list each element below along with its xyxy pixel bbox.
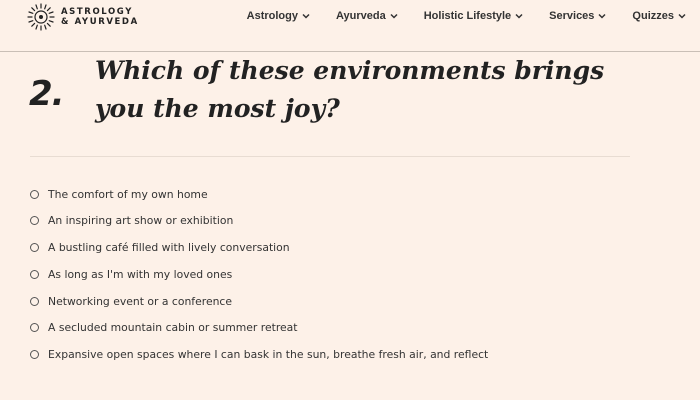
sun-mandala-icon [27,3,55,31]
answer-option[interactable] [30,291,488,311]
answer-option[interactable] [30,318,488,338]
nav-item-label: Ayurveda [336,10,386,22]
nav-item-label: Services [549,10,595,22]
radio-button[interactable] [30,270,39,279]
chevron-down-icon [515,13,523,19]
answer-option[interactable] [30,238,488,258]
answer-option-label: A secluded mountain cabin or summer retreat [48,321,298,335]
answer-option-label: An inspiring art show or exhibition [48,214,234,228]
radio-button[interactable] [30,190,39,199]
chevron-down-icon [598,13,606,19]
chevron-down-icon [390,13,398,19]
radio-button[interactable] [30,297,39,306]
divider [30,156,630,157]
nav-item-holistic-lifestyle[interactable] [424,10,523,22]
nav-item-quizzes[interactable] [632,10,686,22]
chevron-down-icon [302,13,310,19]
nav-item-label: Quizzes [632,10,674,22]
answer-option[interactable] [30,211,488,231]
nav-item-label: Holistic Lifestyle [423,10,512,22]
answer-option-label: The comfort of my own home [48,187,208,201]
answer-option-label: Expansive open spaces where I can bask in the sun, breathe fresh air, and reflect [48,348,489,362]
nav-item-astrology[interactable] [247,10,310,22]
answer-option[interactable] [30,184,488,204]
chevron-down-icon [678,13,686,19]
logo-line-1: ASTROLOGY [61,7,133,17]
question-title: Which of these environments brings you the most joy? [95,56,605,123]
radio-button[interactable] [30,216,39,225]
main-nav [247,10,686,22]
question-number: 2. [29,74,64,114]
radio-button[interactable] [30,323,39,332]
radio-button[interactable] [30,243,39,252]
answer-option-label: Networking event or a conference [48,294,233,308]
answer-option[interactable] [30,264,488,284]
site-logo[interactable] [27,3,139,31]
nav-item-ayurveda[interactable] [336,10,398,22]
answer-option-label: A bustling café filled with lively conversation [48,241,290,255]
answer-option[interactable] [30,345,488,365]
logo-line-2: & AYURVEDA [61,17,139,27]
site-header [0,0,700,52]
nav-item-services[interactable] [549,10,606,22]
radio-button[interactable] [30,350,39,359]
answer-options [30,184,488,372]
answer-option-label: As long as I'm with my loved ones [48,267,233,281]
logo-wordmark [61,7,139,27]
nav-item-label: Astrology [246,10,298,22]
